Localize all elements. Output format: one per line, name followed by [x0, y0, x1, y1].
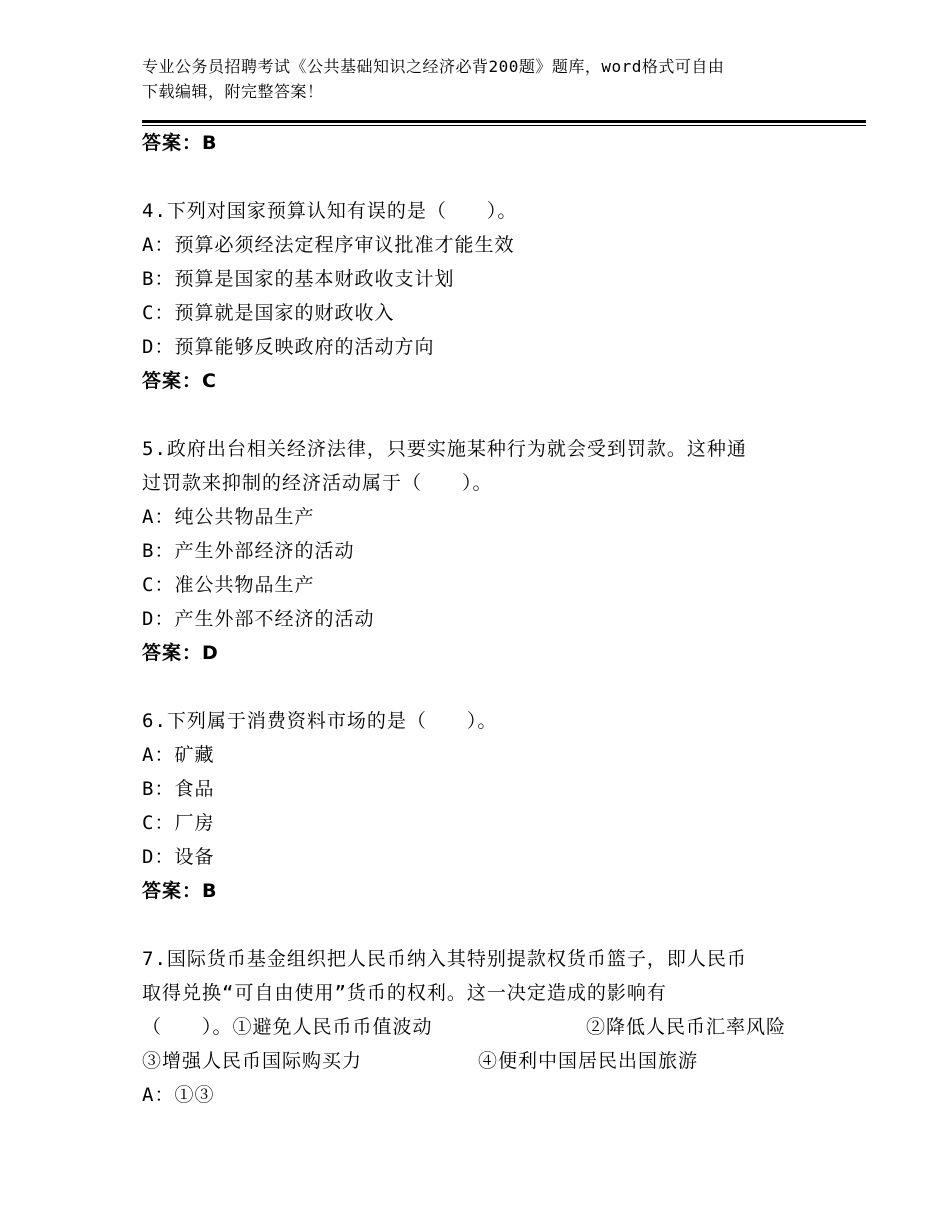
statement-row-1 [142, 1010, 822, 1044]
option-d: D：产生外部不经济的活动 [142, 608, 375, 630]
spacer [142, 398, 822, 432]
option-b: B：预算是国家的基本财政收支计划 [142, 268, 455, 290]
question-7 [142, 942, 822, 1112]
spacer [142, 908, 822, 942]
question-6 [142, 704, 822, 908]
question-list [142, 126, 822, 1112]
answer-q4: 答案：C [142, 370, 217, 392]
header-line-2: 下载编辑，附完整答案！ [142, 82, 324, 101]
answer-q6: 答案：B [142, 880, 218, 902]
question-stem-line-2: 过罚款来抑制的经济活动属于（ ）。 [142, 472, 493, 494]
statement-row-2 [142, 1044, 822, 1078]
question-stem-line-1: 5.政府出台相关经济法律，只要实施某种行为就会受到罚款。这种通 [142, 438, 747, 460]
statement-4: ④便利中国居民出国旅游 [478, 1050, 699, 1072]
header-rule-thick [142, 120, 866, 123]
question-stem-line-2: 取得兑换“可自由使用”货币的权利。这一决定造成的影响有 [142, 982, 667, 1004]
option-b: B：食品 [142, 778, 215, 800]
document-header [142, 54, 822, 104]
statement-1: （ ）。①避免人民币币值波动 [142, 1016, 433, 1038]
question-stem: 4.下列对国家预算认知有误的是（ ）。 [142, 200, 518, 222]
statement-3: ③增强人民币国际购买力 [142, 1050, 363, 1072]
option-a: A：①③ [142, 1084, 215, 1106]
option-c: C：准公共物品生产 [142, 574, 315, 596]
option-a: A：矿藏 [142, 744, 215, 766]
option-c: C：预算就是国家的财政收入 [142, 302, 395, 324]
header-line-1: 专业公务员招聘考试《公共基础知识之经济必背200题》题库，word格式可自由 [142, 57, 725, 76]
option-d: D：预算能够反映政府的活动方向 [142, 336, 435, 358]
spacer [142, 160, 822, 194]
option-c: C：厂房 [142, 812, 215, 834]
question-4 [142, 194, 822, 398]
question-stem: 6.下列属于消费资料市场的是（ ）。 [142, 710, 498, 732]
question-stem-line-1: 7.国际货币基金组织把人民币纳入其特别提款权货币篮子，即人民币 [142, 948, 747, 970]
question-5 [142, 432, 822, 670]
option-b: B：产生外部经济的活动 [142, 540, 355, 562]
option-d: D：设备 [142, 846, 215, 868]
option-a: A：预算必须经法定程序审议批准才能生效 [142, 234, 515, 256]
answer-q3: 答案：B [142, 132, 218, 154]
spacer [142, 670, 822, 704]
statement-2: ②降低人民币汇率风险 [586, 1016, 787, 1038]
answer-q5: 答案：D [142, 642, 219, 664]
option-a: A：纯公共物品生产 [142, 506, 315, 528]
